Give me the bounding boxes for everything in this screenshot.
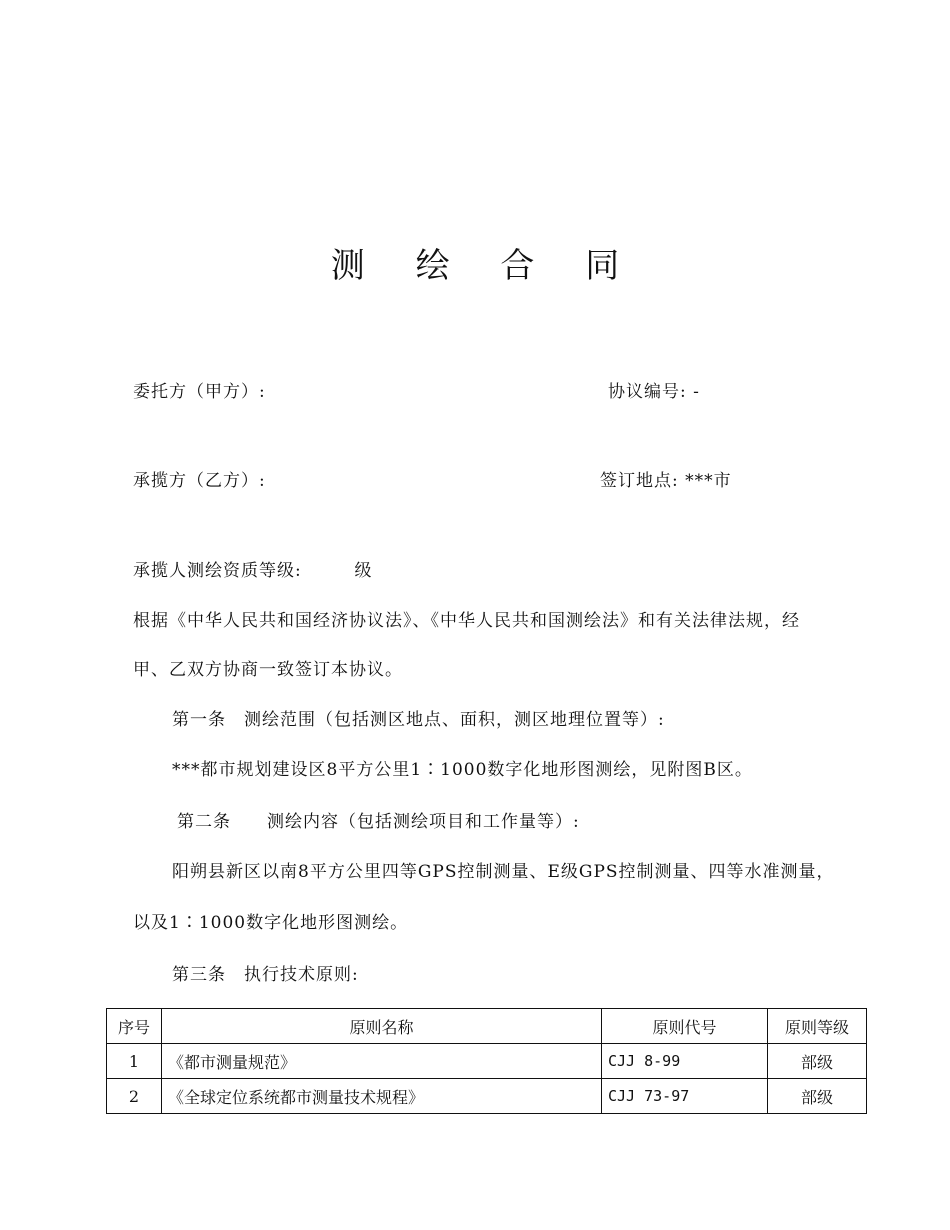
sign-place (600, 466, 732, 491)
table-cell: CJJ 8-99 (602, 1044, 768, 1079)
article2-line-1: 阳朔县新区以南8平方公里四等GPS控制测量、E级GPS控制测量、四等水准测量， (172, 862, 835, 882)
qualification-value: 级 (354, 561, 373, 581)
table-cell: 《都市测量规范》 (162, 1044, 602, 1079)
article2-line-2: 以及1∶1000数字化地形图测绘。 (133, 913, 409, 933)
qualification-line (133, 556, 373, 581)
intro-line-1: 根据《中华人民共和国经济协议法》、《中华人民共和国测绘法》和有关法律法规，经 (133, 611, 800, 631)
table-header: 原则代号 (602, 1009, 768, 1044)
standards-table (106, 1008, 867, 1114)
table-row (107, 1044, 867, 1079)
sign-place-label: 签订地点: (600, 471, 679, 491)
table-cell: 1 (107, 1044, 162, 1079)
client-label: 委托方（甲方）: (133, 382, 266, 402)
table-header: 序号 (107, 1009, 162, 1044)
table-header-row (107, 1009, 867, 1044)
table-cell: 2 (107, 1079, 162, 1114)
table-cell: 部级 (768, 1079, 867, 1114)
contract-title: 测 绘 合 同 (330, 246, 640, 286)
table-header: 原则等级 (768, 1009, 867, 1044)
article3-heading: 第三条 执行技术原则: (172, 965, 359, 985)
agreement-no-label: 协议编号: (608, 382, 687, 402)
article2-heading: 第二条 测绘内容（包括测绘项目和工作量等）: (177, 812, 580, 832)
table-header: 原则名称 (162, 1009, 602, 1044)
qualification-label: 承揽人测绘资质等级: (133, 561, 302, 581)
sign-place-value: ***市 (685, 471, 732, 491)
agreement-no (608, 377, 700, 402)
article1-heading: 第一条 测绘范围（包括测区地点、面积，测区地理位置等）: (172, 710, 665, 730)
table-row (107, 1079, 867, 1114)
article1-text: ***都市规划建设区8平方公里1∶1000数字化地形图测绘，见附图B区。 (172, 760, 753, 780)
agreement-no-value: - (693, 382, 700, 402)
intro-line-2: 甲、乙双方协商一致签订本协议。 (133, 660, 403, 680)
table-cell: CJJ 73-97 (602, 1079, 768, 1114)
contractor-label: 承揽方（乙方）: (133, 471, 266, 491)
table-cell: 部级 (768, 1044, 867, 1079)
table-cell: 《全球定位系统都市测量技术规程》 (162, 1079, 602, 1114)
